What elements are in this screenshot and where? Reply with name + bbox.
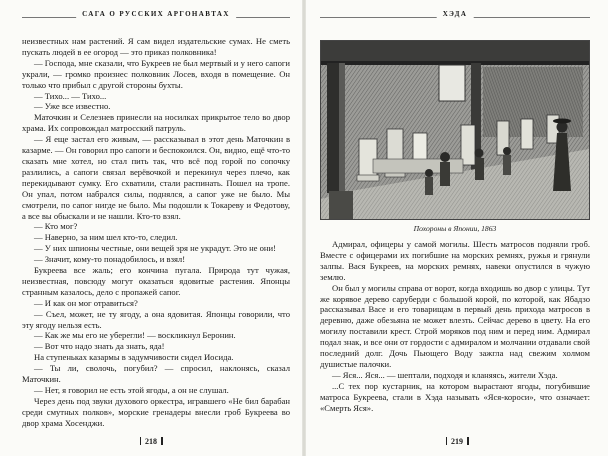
page-number-text: 218 xyxy=(145,437,157,446)
paragraph: — Как же мы его не уберегли! — воскликнул Беронин. xyxy=(34,330,236,341)
paragraph: — Господа, мне сказали, что Букреев не был мертвый и у него сапоги украли, — громко произнес полковник Лосев, входя в помещение. Он только что прибыл с другой стороны бухты. xyxy=(22,57,290,90)
left-body-text xyxy=(22,36,290,434)
running-head-title: САГА О РУССКИХ АРГОНАВТАХ xyxy=(76,10,236,18)
paragraph: — Значит, кому-то понадобилось, и взял! xyxy=(34,254,186,265)
paragraph: — Я еще застал его живым, — рассказывал в этот день Маточкин в казарме. — Он говорил про сапоги и беспокоился. Он, видно, ещё что-то сказать мне хотел, но стал пить так, что всё под горой по сопочку разлились, а сапоги связал верёвочкой и перекинул через плечо, как перекидывают сумку. Его схватили, стали распинать. Пошел на тропе. Он упал, потом набрался силы, поднялся, а сапог уже не было. Мы смотрели, по сапог нигде не было. Мы подошли к Токареву и Федотову, а все вы обыскали и не нашли. Кто-то взял. xyxy=(22,134,290,221)
paragraph: — Наверно, за ним шел кто-то, следил. xyxy=(34,232,178,243)
paragraph: Адмирал, офицеры у самой могилы. Шесть матросов подняли гроб. Вместе с офицерами их погибшие на морских ремнях, ружья и грянули залпы. Вася Букреев, на морских ремнях, навеки опустился в чужую землю. xyxy=(320,239,590,282)
paragraph: — У них шпионы честные, они вещей зря не украдут. Это не они! xyxy=(34,243,276,254)
paragraph: Через день под звуки духового оркестра, игравшего «Не бил барабан среди смутных полков», морские гренадеры внесли гроб Букреева во двор храма Хосенджи. xyxy=(22,395,290,428)
paragraph: На ступеньках казармы в задумчивости сидел Иосида. xyxy=(34,352,234,363)
folio-bar xyxy=(140,437,142,445)
left-running-head xyxy=(22,10,290,36)
paragraph: Букреева все жаль; его кончина пугала. Природа тут чужая, неизвестная, повсюду могут оказаться ядовитые растения. Японцы странным казалось, дело с пропажей сапог. xyxy=(22,265,290,297)
paragraph: — Уже все известно. xyxy=(34,101,111,112)
page-number xyxy=(306,437,608,446)
paragraph: — Кто мог? xyxy=(34,221,78,232)
running-head-title: ХЭДА xyxy=(437,10,474,18)
engraving-illustration xyxy=(320,40,590,220)
folio-bar xyxy=(467,437,469,445)
paragraph: — Яся... Яся... — шептали, подходя и кланяясь, жители Хэда. xyxy=(332,369,558,380)
paragraph: Он был у могилы справа от ворот, когда входишь во двор с улицы. Тут же корявое дерево саруберди с большой корой, по которой, как Ябадзо рассказывал Васе и его товарищам в первый день прихода матросов в деревню, даже обезьяна не может влезть. Сейчас дерево в цвету. На его могилу поставили крест. Строй моряков под ним и перед ним. Адмирал подал знак, и все они от гордости с адмиралом и молчании отдавали свой последний долг. Дочь Пьющего Воду зажгла над свежим холмом душистые палочки. xyxy=(320,282,590,369)
right-body-text xyxy=(320,239,590,445)
paragraph: — И как он мог отравиться? xyxy=(34,297,138,308)
paragraph: Маточкин и Селезнев принесли на носилках прикрытое тело во двор храма. Их сопровождал матросский патруль. xyxy=(22,112,290,134)
paragraph: неизвестных нам растений. Я сам видел издательские сумах. Не сметь пускать людей в ее огород — это приказ полковника! xyxy=(22,36,290,57)
engraving-drawing xyxy=(321,41,589,219)
paragraph: — Вот что надо знать да знать, яда! xyxy=(34,341,165,352)
paragraph: — Съел, может, не ту ягоду, а она ядовитая. Японцы говорили, что эту ягоду нельзя есть. xyxy=(22,308,290,330)
page-number-text: 219 xyxy=(451,437,463,446)
left-page xyxy=(0,0,302,456)
right-running-head xyxy=(320,10,590,36)
figure-caption: Похороны в Японии, 1863 xyxy=(413,224,497,233)
folio-bar xyxy=(446,437,448,445)
folio-bar xyxy=(161,437,163,445)
page-number xyxy=(0,437,302,446)
paragraph: ...С тех пор кустарник, на котором вырастают ягоды, погубившие матроса Букреева, стали в Хэда называть «Яся-короси», что означает: «Смерть Яся». xyxy=(320,380,590,413)
paragraph: — Нет, я говорил не есть этой ягоды, а он не слушал. xyxy=(34,385,229,395)
paragraph: — Тихо... — Тихо... xyxy=(34,90,107,101)
right-page xyxy=(306,0,608,456)
paragraph: — Ты ли, сволочь, погубил? — спросил, наклонясь, сказал Маточкин. xyxy=(22,363,290,385)
